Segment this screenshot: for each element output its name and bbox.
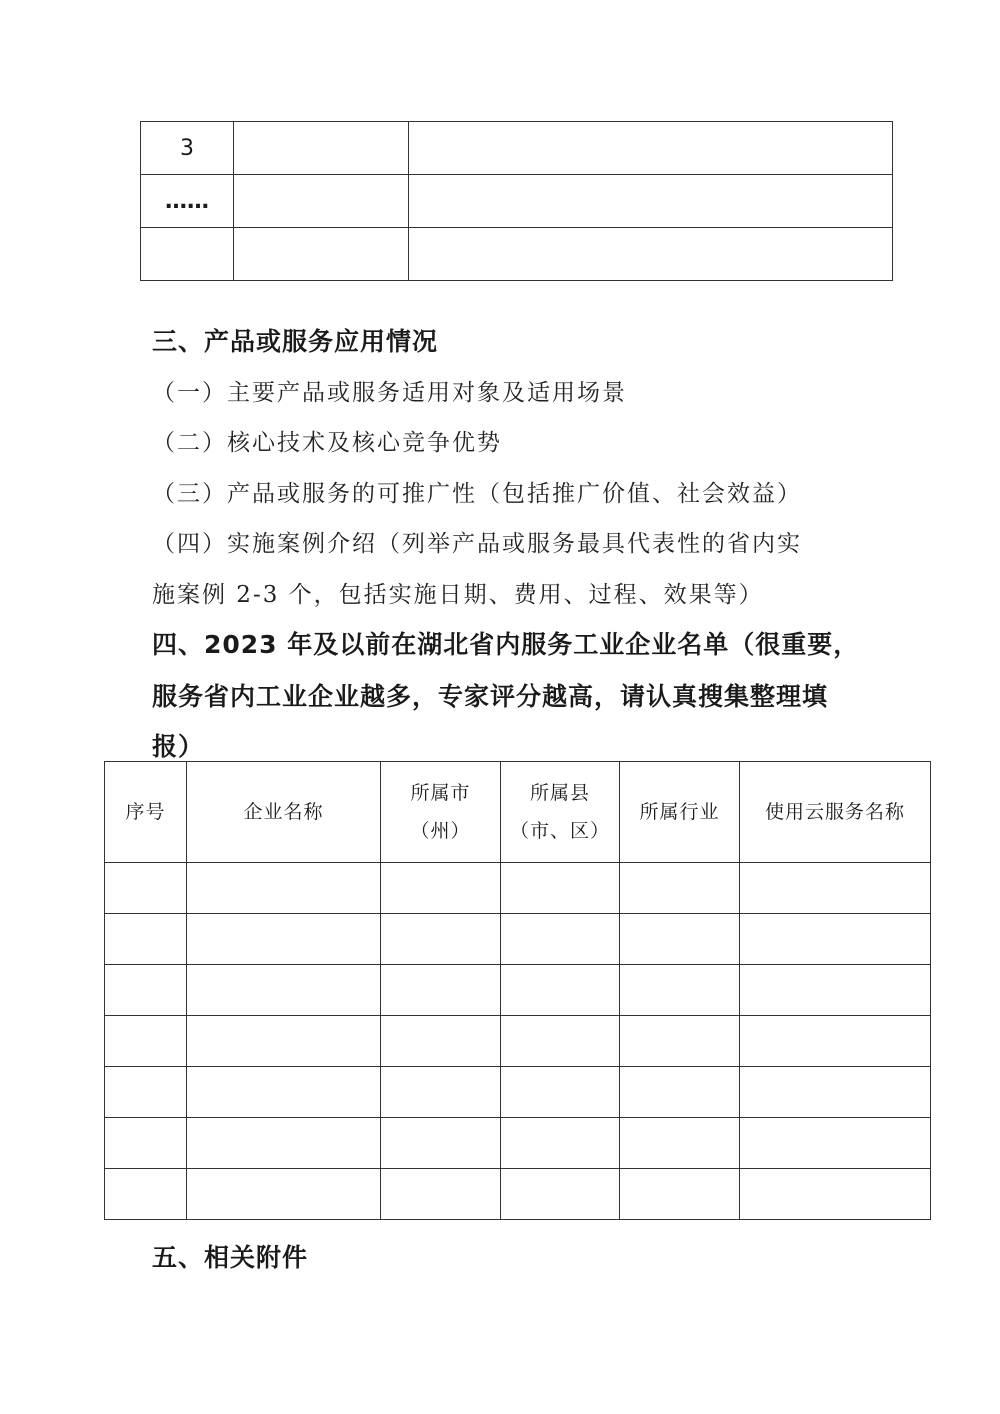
table-cell: [501, 914, 620, 965]
table-cell: [105, 1169, 187, 1220]
table-cell: [187, 1016, 381, 1067]
table-cell: [620, 914, 740, 965]
table-cell: [105, 1067, 187, 1118]
table-cell: [501, 965, 620, 1016]
table-cell: [409, 228, 893, 281]
section-3-item: （三）产品或服务的可推广性（包括推广价值、社会效益）: [152, 481, 802, 507]
top-table: [140, 121, 893, 281]
table-cell: [234, 175, 409, 228]
table-cell: [740, 965, 931, 1016]
table-cell: [187, 965, 381, 1016]
header-county: [501, 762, 620, 863]
table-cell: [409, 175, 893, 228]
table-cell: [501, 1118, 620, 1169]
header-city-line1: 所属市: [410, 782, 471, 804]
enterprise-list-body: [105, 863, 931, 1220]
header-industry: 所属行业: [620, 762, 740, 863]
header-cloud-service: 使用云服务名称: [740, 762, 931, 863]
header-county-line1: 所属县: [529, 782, 590, 804]
table-cell: [105, 965, 187, 1016]
table-cell: [501, 863, 620, 914]
table-row: [105, 1016, 931, 1067]
row-number-cell: 3: [141, 122, 234, 175]
section-5-heading: 五、相关附件: [152, 1243, 309, 1272]
table-cell: [381, 1169, 501, 1220]
section-4-heading-line: 报）: [152, 732, 205, 761]
table-cell: [620, 965, 740, 1016]
section-4-heading-line: 服务省内工业企业越多，专家评分越高，请认真搜集整理填: [152, 682, 829, 711]
section-3-item: （二）核心技术及核心竞争优势: [152, 430, 502, 456]
section-3-item: （一）主要产品或服务适用对象及适用场景: [152, 380, 627, 406]
table-cell: [740, 863, 931, 914]
table-header-row: [105, 762, 931, 863]
table-cell: [740, 1067, 931, 1118]
section-3-heading: 三、产品或服务应用情况: [152, 327, 439, 356]
table-cell: [187, 1067, 381, 1118]
header-county-line2: （市、区）: [509, 820, 610, 842]
table-row: [105, 1169, 931, 1220]
table-row: [141, 228, 893, 281]
enterprise-list-table: [104, 761, 931, 1220]
header-company-name: 企业名称: [187, 762, 381, 863]
table-cell: [381, 1016, 501, 1067]
table-cell: [501, 1169, 620, 1220]
table-cell: [740, 1169, 931, 1220]
table-cell: [105, 1118, 187, 1169]
table-cell: [501, 1016, 620, 1067]
table-cell: [187, 914, 381, 965]
table-cell: [187, 1118, 381, 1169]
table-row: [141, 122, 893, 175]
section-3-item: （四）实施案例介绍（列举产品或服务最具代表性的省内实: [152, 531, 802, 557]
table-cell: [620, 1067, 740, 1118]
section-3-item: 施案例 2-3 个，包括实施日期、费用、过程、效果等）: [152, 582, 764, 608]
section-4-heading-line: 四、2023 年及以前在湖北省内服务工业企业名单（很重要，: [152, 630, 860, 659]
table-cell: [620, 1118, 740, 1169]
header-no: 序号: [105, 762, 187, 863]
table-cell: [409, 122, 893, 175]
table-row: [105, 863, 931, 914]
table-row: [105, 914, 931, 965]
table-cell: [740, 1118, 931, 1169]
table-cell: [620, 1016, 740, 1067]
table-cell: [381, 914, 501, 965]
table-cell: [381, 1067, 501, 1118]
header-city: [381, 762, 501, 863]
row-number-cell: [141, 228, 234, 281]
table-cell: [381, 965, 501, 1016]
table-row: [105, 1118, 931, 1169]
row-number-cell: ……: [141, 175, 234, 228]
table-cell: [740, 1016, 931, 1067]
header-city-line2: （州）: [410, 820, 471, 842]
table-cell: [234, 228, 409, 281]
table-cell: [740, 914, 931, 965]
table-cell: [381, 863, 501, 914]
table-row: [141, 175, 893, 228]
table-cell: [187, 863, 381, 914]
table-cell: [620, 1169, 740, 1220]
table-cell: [105, 863, 187, 914]
table-cell: [620, 863, 740, 914]
table-cell: [501, 1067, 620, 1118]
table-row: [105, 1067, 931, 1118]
table-cell: [105, 1016, 187, 1067]
table-cell: [105, 914, 187, 965]
table-cell: [381, 1118, 501, 1169]
table-cell: [234, 122, 409, 175]
table-row: [105, 965, 931, 1016]
table-cell: [187, 1169, 381, 1220]
